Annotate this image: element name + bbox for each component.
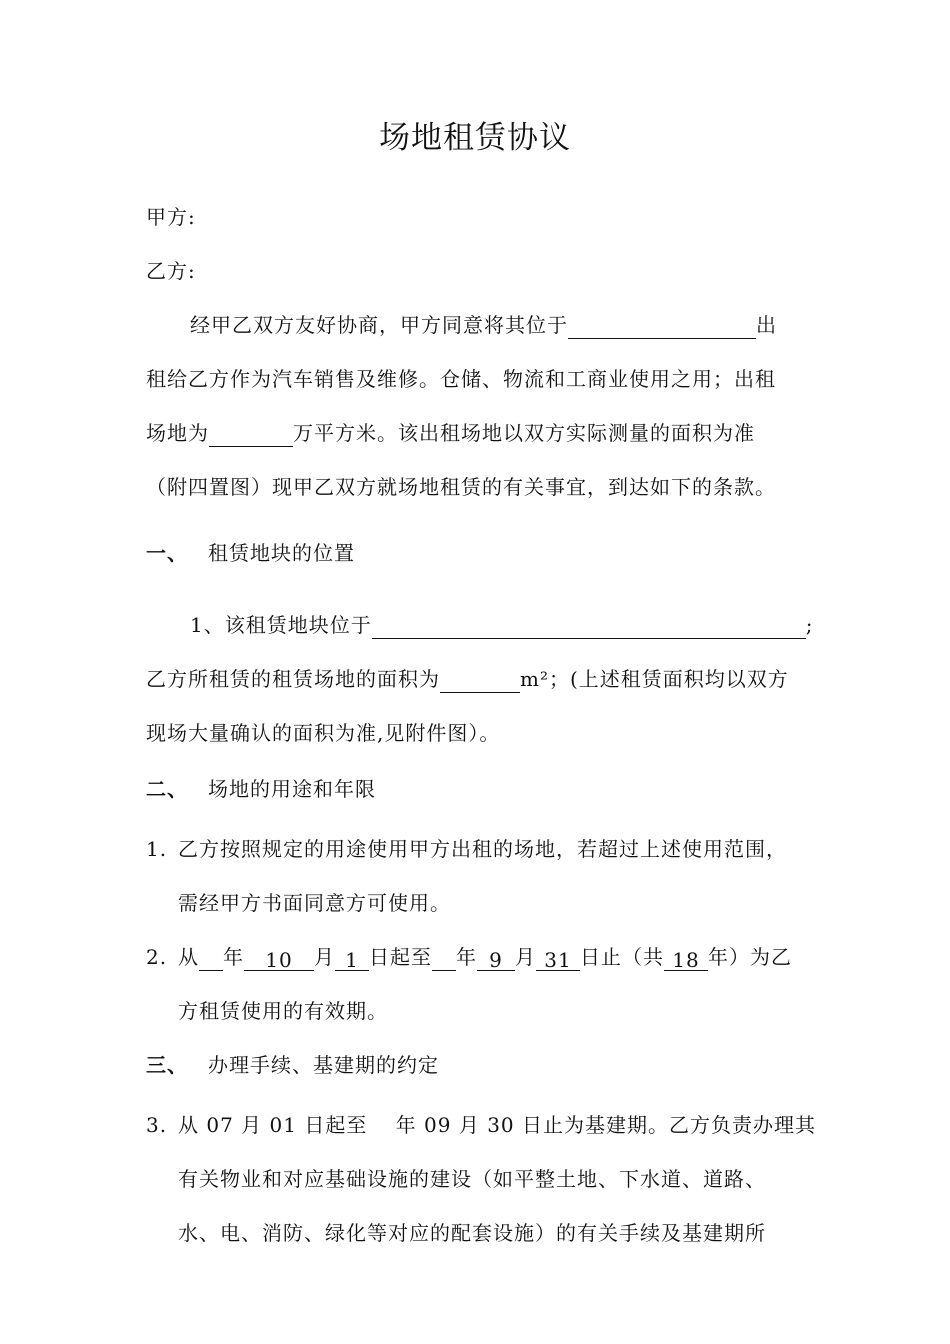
section-title: 租赁地块的位置 — [208, 541, 355, 565]
end-month-value: 9 — [477, 946, 515, 971]
area-blank — [209, 422, 293, 447]
document-title: 场地租赁协议 — [379, 120, 571, 156]
clause-text: 年 — [223, 945, 244, 969]
clause-text: 乙方按照规定的用途使用甲方出租的场地，若超过上述使用范围， — [178, 837, 787, 861]
clause-text: 日止（共 — [580, 945, 664, 969]
clause-text: 1、该租赁地块位于 — [190, 613, 372, 637]
clause-1-line-2: 需经甲方书面同意方可使用。 — [178, 891, 451, 915]
intro-line-4: （附四置图）现甲乙双方就场地租赁的有关事宜，到达如下的条款。 — [146, 475, 776, 499]
clause-2-line-1 — [146, 943, 792, 971]
intro-text: 出 — [756, 313, 777, 337]
intro-line-3 — [146, 419, 755, 447]
start-month-value: 10 — [244, 946, 314, 971]
section-1-heading — [146, 539, 355, 567]
clause-text: 年 — [456, 945, 477, 969]
section-title: 场地的用途和年限 — [208, 777, 376, 801]
clause-3-line-2: 有关物业和对应基础设施的建设（如平整土地、下水道、道路、 — [178, 1167, 766, 1191]
clause-number: 3. — [146, 1113, 168, 1137]
clause-text: 月 — [515, 945, 536, 969]
intro-line-1 — [190, 311, 777, 339]
intro-text: 经甲乙双方友好协商，甲方同意将其位于 — [190, 313, 568, 337]
section-number: 一、 — [146, 541, 188, 565]
sqm-blank — [440, 668, 520, 693]
section-1-line-3: 现场大量确认的面积为准,见附件图）。 — [146, 721, 501, 745]
clause-3-line-3: 水、电、消防、绿化等对应的配套设施）的有关手续及基建期所 — [178, 1221, 766, 1245]
clause-number: 2. — [146, 945, 168, 969]
intro-text: 万平方米。该出租场地以双方实际测量的面积为准 — [293, 421, 755, 445]
clause-text: 月 — [314, 945, 335, 969]
section-1-line-2 — [146, 665, 789, 693]
intro-text: 场地为 — [146, 421, 209, 445]
clause-text: 乙方所租赁的租赁场地的面积为 — [146, 667, 440, 691]
clause-2-line-2: 方租赁使用的有效期。 — [178, 999, 388, 1023]
clause-1-line-1 — [146, 835, 787, 863]
clause-3-line-1 — [146, 1111, 816, 1139]
end-day-value: 31 — [536, 946, 580, 971]
section-title: 办理手续、基建期的约定 — [208, 1053, 439, 1077]
section-2-heading — [146, 775, 376, 803]
clause-text: m²；(上述租赁面积均以双方 — [520, 667, 789, 691]
end-year-blank — [432, 946, 456, 971]
party-a-label: 甲方: — [146, 205, 196, 229]
clause-text: 从 — [178, 945, 199, 969]
start-year-blank — [199, 946, 223, 971]
section-number: 二、 — [146, 777, 188, 801]
section-1-line-1 — [190, 611, 813, 639]
party-b-label: 乙方: — [146, 259, 196, 283]
term-years-value: 18 — [664, 946, 708, 971]
clause-text: ; — [805, 613, 814, 637]
plot-location-blank — [372, 614, 806, 639]
clause-text: 从 07 月 01 日起至 年 09 月 30 日止为基建期。乙方负责办理其 — [178, 1113, 817, 1137]
section-number: 三、 — [146, 1053, 188, 1077]
clause-text: 年）为乙 — [708, 945, 792, 969]
clause-text: 日起至 — [369, 945, 432, 969]
section-3-heading — [146, 1051, 439, 1079]
location-blank — [568, 314, 756, 339]
clause-number: 1. — [146, 837, 168, 861]
start-day-value: 1 — [335, 946, 369, 971]
intro-line-2: 租给乙方作为汽车销售及维修。仓储、物流和工商业使用之用；出租 — [146, 367, 776, 391]
